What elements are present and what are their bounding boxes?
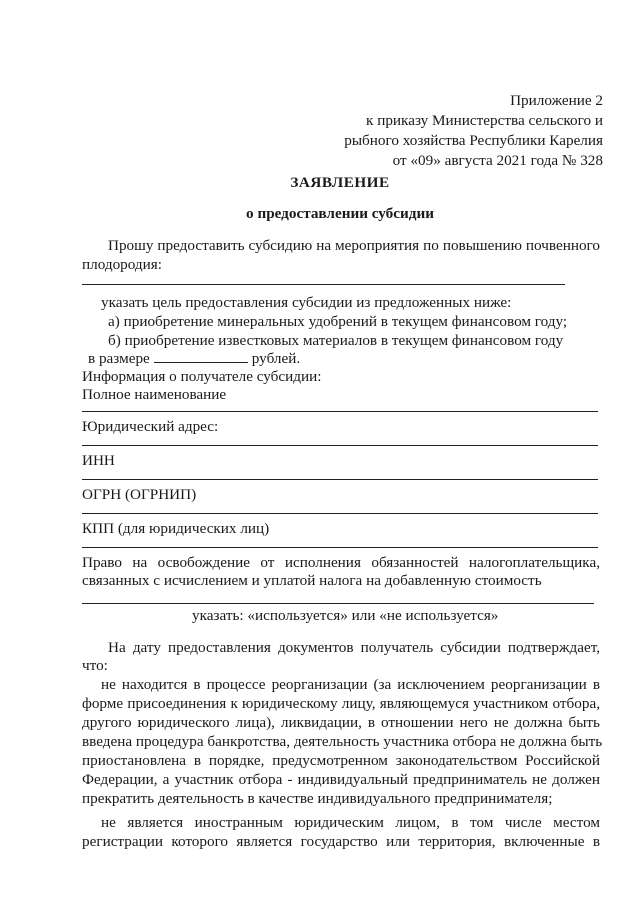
amount-prefix: в размере [88,350,150,367]
confirm-line-2: что: [82,657,108,674]
ogrn-field[interactable] [82,513,598,514]
item1-line-1: не находится в процессе реорганизации (за исключением реорганизации в [101,676,600,693]
item1-line-7: прекратить деятельность в качестве индивидуального предпринимателя; [82,790,553,807]
item2-line-1: не является иностранным юридическим лицом, в том числе местом [101,814,600,831]
purpose-fill-line[interactable] [82,284,565,285]
annex-date-line: от «09» августа 2021 года № 328 [392,152,603,169]
request-line-2: плодородия: [82,256,162,273]
request-line-1: Прошу предоставить субсидию на мероприятия по повышению почвенного [108,237,600,254]
annex-number: Приложение 2 [510,92,603,109]
legal-address-label: Юридический адрес: [82,418,219,435]
vat-line-1: Право на освобождение от исполнения обязанностей налогоплательщика, [82,554,600,571]
purpose-hint: указать цель предоставления субсидии из предложенных ниже: [101,294,512,311]
document-subtitle: о предоставлении субсидии [246,205,434,222]
kpp-field[interactable] [82,547,598,548]
document-title: ЗАЯВЛЕНИЕ [290,174,390,191]
kpp-label: КПП (для юридических лиц) [82,520,270,537]
purpose-option-a: а) приобретение минеральных удобрений в текущем финансовом году; [108,313,568,330]
item1-line-3: другого юридического лица), ликвидации, в отношении него не должна быть [82,714,600,731]
vat-line-2: связанных с исчислением и уплатой налога на добавленную стоимость [82,572,542,589]
confirm-line-1: На дату предоставления документов получатель субсидии подтверждает, [108,639,600,656]
vat-field[interactable] [82,603,594,604]
item1-line-6: Федерации, а участник отбора - индивидуальный предприниматель не должен [82,771,600,788]
annex-header [344,91,603,171]
inn-label: ИНН [82,452,115,469]
item2-line-2: регистрации которого является государство или территория, включенные в [82,833,600,850]
annex-order-line: к приказу Министерства сельского и [366,112,603,129]
full-name-field[interactable] [82,411,598,412]
amount-suffix: рублей. [251,350,301,367]
item1-line-4: введена процедура банкротства, деятельность участника отбора не должна быть [82,733,603,750]
purpose-option-b: б) приобретение известковых материалов в текущем финансовом году [108,332,564,349]
legal-address-field[interactable] [82,445,598,446]
ogrn-label: ОГРН (ОГРНИП) [82,486,197,503]
inn-field[interactable] [82,479,598,480]
recipient-heading: Информация о получателе субсидии: [82,368,322,385]
annex-ministry-line: рыбного хозяйства Республики Карелия [344,132,603,149]
vat-hint: указать: «используется» или «не используется» [192,607,499,624]
item1-line-5: приостановлена в порядке, предусмотренном законодательством Российской [82,752,600,769]
amount-field[interactable] [154,349,248,363]
full-name-label: Полное наименование [82,386,227,403]
item1-line-2: форме присоединения к юридическому лицу, являющемуся участником отбора, [82,695,600,712]
amount-line [88,349,300,368]
